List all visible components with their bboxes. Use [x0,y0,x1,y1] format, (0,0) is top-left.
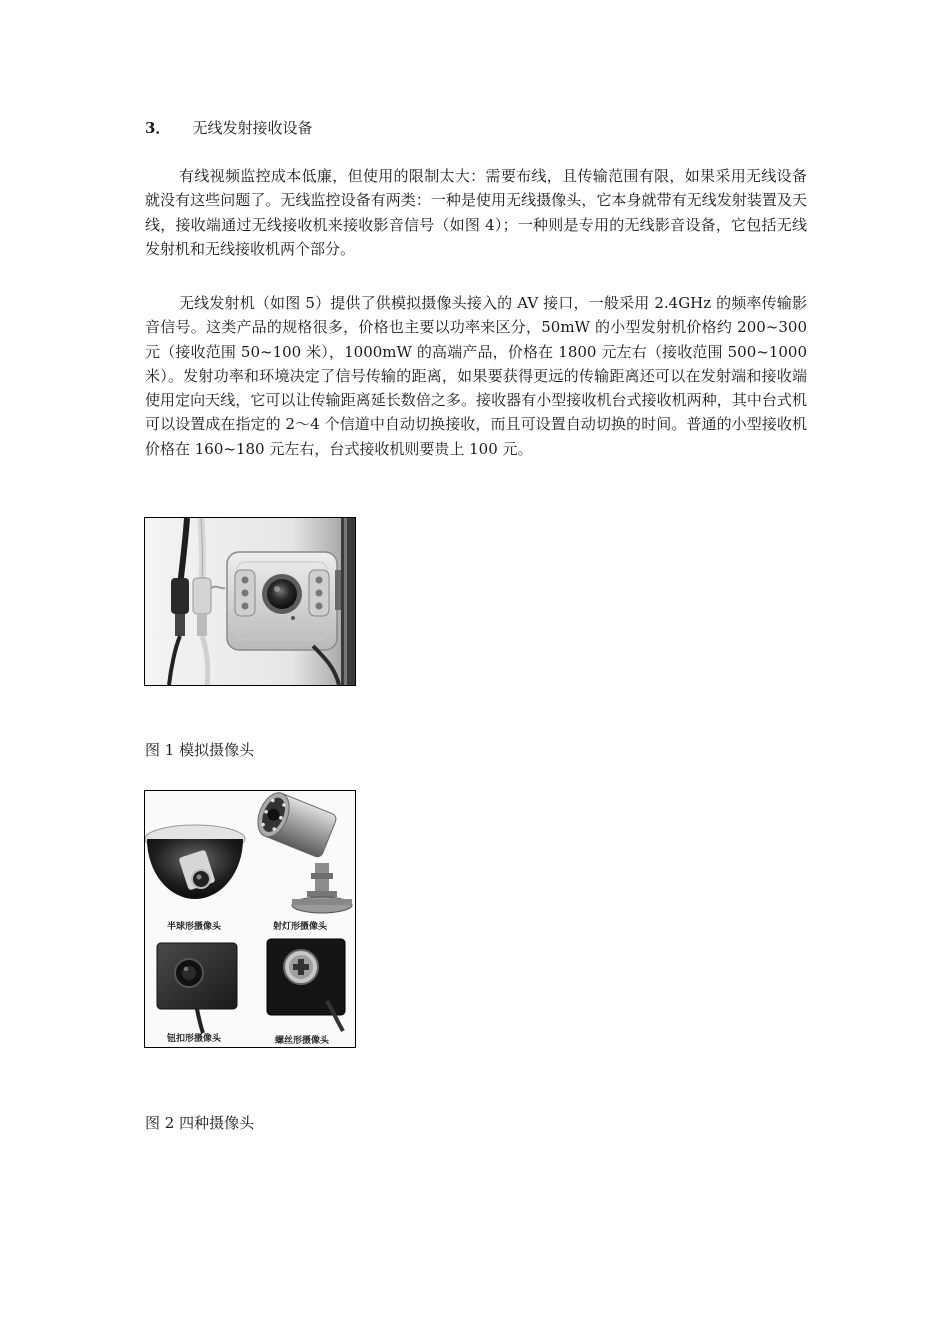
section-number: 3． [145,119,171,137]
spotlight-camera-label: 射灯形摄像头 [273,922,328,932]
figure-2-four-cameras-photo [144,790,356,1048]
dome-camera-label: 半球形摄像头 [167,922,222,932]
four-cameras-illustration [145,791,355,1047]
section-heading [145,118,312,138]
button-camera-label: 钮扣形摄像头 [167,1034,222,1044]
figure-1-analog-camera-photo [144,517,356,686]
figure-1-caption: 图 1 模拟摄像头 [145,741,255,759]
screw-camera-label: 螺丝形摄像头 [275,1036,330,1046]
analog-camera-illustration [145,518,355,685]
figure-2-caption: 图 2 四种摄像头 [145,1114,255,1132]
paragraph-2: 无线发射机（如图 5）提供了供模拟摄像头接入的 AV 接口，一般采用 2.4GHz 的频率传输影音信号。这类产品的规格很多，价格也主要以功率来区分，50mW 的小型发射机价格约 200~300 元（接收范围 50~100 米），1000mW 的高端产品，价格在 1800 元左右（接收范围 500~1000 米）。发射功率和环境决定了信号传输的距离，如果要获得更远的传输距离还可以在发射端和接收端使用定向天线，它可以让传输距离延长数倍之多。接收器有小型接收机台式接收机两种，其中台式机可以设置成在指定的 2～4 个信道中自动切换接收，而且可设置自动切换的时间。普通的小型接收机价格在 160~180 元左右，台式接收机则要贵上 100 元。 [145,294,807,458]
paragraph-1: 有线视频监控成本低廉，但使用的限制太大：需要布线，且传输范围有限，如果采用无线设备就没有这些问题了。无线监控设备有两类：一种是使用无线摄像头，它本身就带有无线发射装置及天线，接收端通过无线接收机来接收影音信号（如图 4）；一种则是专用的无线影音设备，它包括无线发射机和无线接收机两个部分。 [145,167,807,258]
section-title: 无线发射接收设备 [192,119,313,137]
